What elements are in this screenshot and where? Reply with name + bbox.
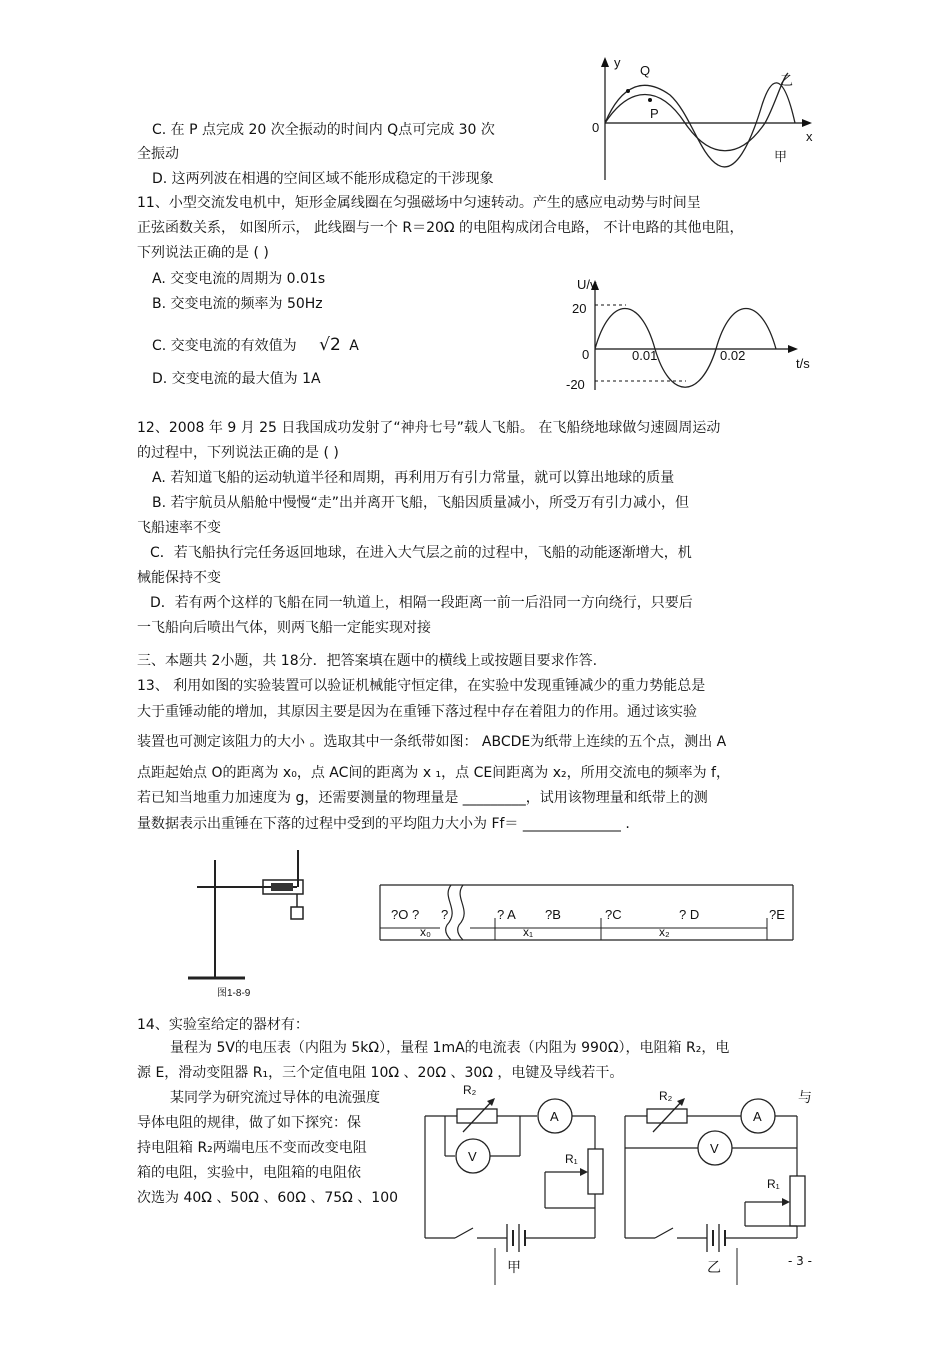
tape-label-q: ? [441,907,449,922]
q11-stem-1: 11、小型交流发电机中，矩形金属线圈在匀强磁场中匀速转动。产生的感应电动势与时间呈 [137,195,701,211]
ac-voltage-graph [560,275,820,395]
ac-y-label: U/v [577,277,597,292]
ac-tick-2: 0.02 [720,348,746,363]
q12-option-c: C．若飞船执行完任务返回地球，在进入大气层之前的过程中，飞船的动能逐渐增大，机 [150,545,692,561]
q11-option-c-text: C. 交变电流的有效值为 [152,338,297,354]
q13-line-1: 13、 利用如图的实验装置可以验证机械能守恒定律，在实验中发现重锤减少的重力势能总是 [137,678,706,694]
wave-graph [590,55,830,185]
yi-voltmeter-label: V [710,1141,719,1156]
jia-voltmeter-label: V [468,1149,477,1164]
q11-stem-3: 下列说法正确的是 ( ) [137,245,269,261]
yi-r2-label: R₂ [659,1089,673,1103]
ac-y-min: -20 [566,377,585,392]
q11-option-c-unit: A [349,338,359,354]
q12-option-d-cont: 一飞船向后喷出气体，则两飞船一定能实现对接 [137,620,431,636]
jia-r2-label: R₂ [463,1083,477,1097]
q14-line-4-end: 与 [798,1090,812,1106]
apparatus-caption: 图1-8-9 [217,988,251,999]
circuit-yi-label: 乙 [707,1259,721,1275]
tape-x0: x₀ [420,925,431,939]
circuit-jia-label: 甲 [507,1259,521,1275]
circuit-yi [625,1089,805,1252]
tape-label-c: ?C [605,907,622,922]
sine-curve [595,309,776,388]
yi-ammeter-label: A [753,1109,762,1124]
wave-yi-label: 乙 [780,73,794,88]
q12-stem-2: 的过程中，下列说法正确的是 ( ) [137,445,339,461]
q13-line-2: 大于重锤动能的增加，其原因主要是因为在重锤下落过程中存在着阻力的作用。通过该实验 [137,704,697,720]
q10-option-d: D. 这两列波在相遇的空间区域不能形成稳定的干涉现象 [152,171,494,187]
wave-origin-label: 0 [592,120,600,135]
ac-y-max: 20 [572,301,587,316]
tape-label-o: ?O ? [391,907,420,922]
wave-y-label: y [614,55,621,70]
wave-jia [605,83,795,167]
yi-r1-label: R₁ [767,1177,780,1191]
circuit-diagrams [415,1080,810,1290]
wave-x-label: x [806,129,813,144]
sqrt-two: √2 [319,335,341,355]
ac-x-label: t/s [796,356,810,371]
ac-tick-1: 0.01 [632,348,658,363]
q12-stem-1: 12、2008 年 9 月 25 日我国成功发射了“神舟七号”载人飞船。 在飞船绕地球做匀速圆周运动 [137,420,721,436]
q13-line-4: 点距起始点 O的距离为 x₀，点 AC间的距离为 x ₁，点 CE间距离为 x₂，所用交流电的频率为 f， [137,765,730,781]
q14-line-4: 某同学为研究流过导体的电流强度 [170,1090,380,1106]
ac-y-zero: 0 [582,347,590,362]
jia-ammeter-label: A [550,1109,559,1124]
tape-label-a: ? A [497,907,516,922]
q13-line-5: 若已知当地重力加速度为 g，还需要测量的物理量是 _________，试用该物理量和纸带上的测 [137,790,708,806]
q10-option-c: C. 在 P 点完成 20 次全振动的时间内 Q点可完成 30 次 [152,122,495,138]
q11-stem-2: 正弦函数关系， 如图所示， 此线圈与一个 R＝20Ω 的电阻构成闭合电路， 不计电路的其他电阻， [137,220,744,236]
q12-option-c-cont: 械能保持不变 [137,570,221,586]
q11-option-d: D. 交变电流的最大值为 1A [152,371,321,387]
wave-p-label: P [650,106,659,121]
q11-option-c [152,336,359,355]
wave-jia-label: 甲 [774,149,788,164]
jia-r1-label: R₁ [565,1152,578,1166]
q11-option-b: B. 交变电流的频率为 50Hz [152,296,323,312]
section-3-heading: 三、本题共 2小题，共 18分．把答案填在题中的横线上或按题目要求作答. [137,653,598,669]
circuit-jia [425,1083,603,1252]
q14-line-2: 量程为 5V的电压表（内阻为 5kΩ），量程 1mA的电流表（内阻为 990Ω），电阻箱 R₂，电 [170,1040,730,1056]
q14-line-3: 源 E，滑动变阻器 R₁，三个定值电阻 10Ω 、20Ω 、30Ω ，电键及导线若干。 [137,1065,624,1081]
q12-option-d: D．若有两个这样的飞船在同一轨道上，相隔一段距离一前一后沿同一方向绕行，只要后 [150,595,693,611]
q13-line-6: 量数据表示出重锤在下落的过程中受到的平均阻力大小为 Ff＝ ______________ . [137,816,630,832]
q12-option-b-cont: 飞船速率不变 [137,520,221,536]
paper-tape-figure [375,880,800,950]
q11-option-a: A. 交变电流的周期为 0.01s [152,271,326,287]
apparatus-figure [185,845,325,1000]
wave-q-label: Q [640,63,651,78]
q14-line-6: 持电阻箱 R₂两端电压不变而改变电阻 [137,1140,367,1156]
q14-line-7: 箱的电阻，实验中，电阻箱的电阻依 [137,1165,361,1181]
q12-option-b: B. 若宇航员从船舱中慢慢“走”出并离开飞船，飞船因质量减小，所受万有引力减小，但 [152,495,690,511]
tape-x2: x₂ [659,925,670,939]
tape-x1: x₁ [523,925,534,939]
q14-line-8: 次选为 40Ω 、50Ω 、60Ω 、75Ω 、100 [137,1190,399,1206]
q12-option-a: A. 若知道飞船的运动轨道半径和周期，再利用万有引力常量，就可以算出地球的质量 [152,470,675,486]
tape-label-b: ?B [545,907,561,922]
page-number: - 3 - [788,1254,812,1268]
q14-line-5: 导体电阻的规律，做了如下探究：保 [137,1115,361,1131]
q14-line-1: 14、实验室给定的器材有： [137,1017,309,1033]
tape-label-e: ?E [769,907,785,922]
q13-line-3: 装置也可测定该阻力的大小 。选取其中一条纸带如图： ABCDE为纸带上连续的五个点，测出 A [137,734,727,750]
tape-label-d: ? D [679,907,700,922]
q10-option-c-cont: 全振动 [137,146,179,162]
